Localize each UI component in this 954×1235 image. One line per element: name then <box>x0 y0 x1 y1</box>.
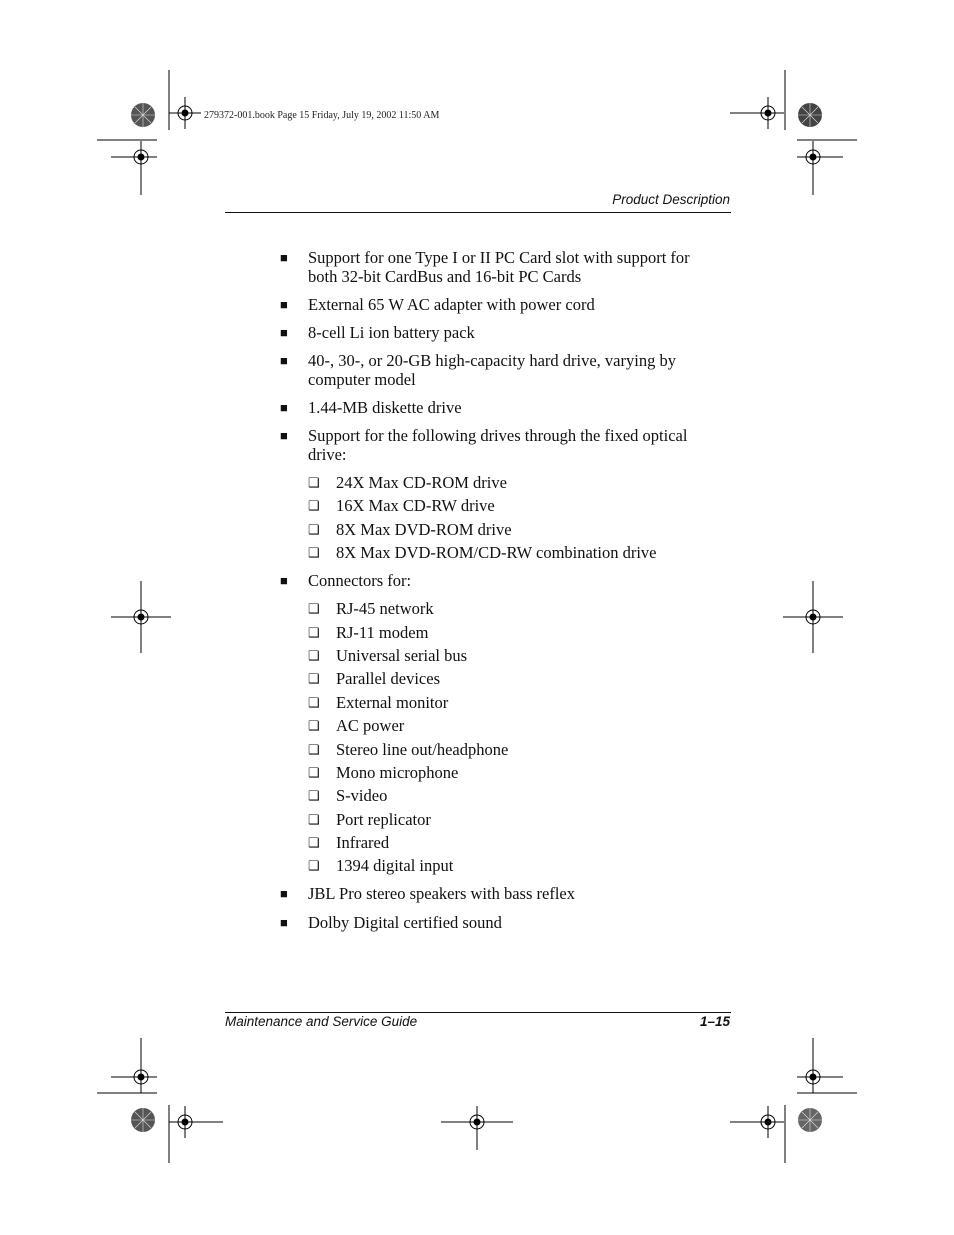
sub-bullet-item <box>308 786 728 805</box>
sub-bullet-text: 1394 digital input <box>336 856 454 875</box>
sub-bullet-text: Universal serial bus <box>336 646 468 665</box>
checkbox-bullet-icon: ❑ <box>308 695 320 710</box>
running-header: Product Description <box>612 192 730 207</box>
bullet-square-icon: ■ <box>280 400 288 415</box>
bullet-text: Support for one Type I or II PC Card slot with support for both 32-bit CardBus and 16-bit PC Cards <box>308 248 690 286</box>
bullet-item <box>280 323 720 342</box>
bullet-text: 40-, 30-, or 20-GB high-capacity hard drive, varying by computer model <box>308 351 676 389</box>
checkbox-bullet-icon: ❑ <box>308 545 320 560</box>
bullet-item <box>280 913 720 932</box>
sub-bullet-item <box>308 810 728 829</box>
bullet-square-icon: ■ <box>280 297 288 312</box>
bullet-text: Support for the following drives through the fixed optical drive: <box>308 426 688 464</box>
checkbox-bullet-icon: ❑ <box>308 835 320 850</box>
bullet-square-icon: ■ <box>280 325 288 340</box>
sub-bullet-item <box>308 669 728 688</box>
checkbox-bullet-icon: ❑ <box>308 648 320 663</box>
sub-bullet-item <box>308 496 728 515</box>
sub-bullet-text: 16X Max CD-RW drive <box>336 496 495 515</box>
sub-bullet-item <box>308 740 728 759</box>
sub-bullet-text: Mono microphone <box>336 763 459 782</box>
sub-bullet-item <box>308 623 728 642</box>
bullet-item <box>280 884 720 903</box>
checkbox-bullet-icon: ❑ <box>308 788 320 803</box>
sub-bullet-item <box>308 693 728 712</box>
sub-bullet-item <box>308 520 728 539</box>
sub-bullet-text: Stereo line out/headphone <box>336 740 509 759</box>
bullet-item <box>280 248 720 286</box>
bullet-text: Connectors for: <box>308 571 412 590</box>
sub-bullet-item <box>308 599 728 618</box>
bullet-square-icon: ■ <box>280 353 288 368</box>
bullet-item <box>280 295 720 314</box>
bullet-square-icon: ■ <box>280 915 288 930</box>
bullet-item <box>280 426 720 464</box>
sub-bullet-item <box>308 543 728 562</box>
bullet-text: JBL Pro stereo speakers with bass reflex <box>308 884 575 903</box>
sub-bullet-item <box>308 833 728 852</box>
sub-bullet-text: RJ-45 network <box>336 599 434 618</box>
bullet-item <box>280 351 720 389</box>
sub-bullet-text: 8X Max DVD-ROM drive <box>336 520 512 539</box>
checkbox-bullet-icon: ❑ <box>308 601 320 616</box>
checkbox-bullet-icon: ❑ <box>308 498 320 513</box>
bullet-item <box>280 571 720 590</box>
bullet-text: Dolby Digital certified sound <box>308 913 502 932</box>
sub-bullet-text: 24X Max CD-ROM drive <box>336 473 507 492</box>
checkbox-bullet-icon: ❑ <box>308 625 320 640</box>
checkbox-bullet-icon: ❑ <box>308 475 320 490</box>
footer-rule <box>225 1012 731 1013</box>
bullet-square-icon: ■ <box>280 573 288 588</box>
sub-bullet-text: Port replicator <box>336 810 431 829</box>
footer-title: Maintenance and Service Guide <box>225 1014 418 1029</box>
page-number: 1–15 <box>699 1014 730 1029</box>
sub-bullet-text: External monitor <box>336 693 449 712</box>
sub-bullet-text: RJ-11 modem <box>336 623 429 642</box>
sub-bullet-item <box>308 646 728 665</box>
bullet-item <box>280 398 720 417</box>
bullet-text: External 65 W AC adapter with power cord <box>308 295 595 314</box>
bullet-text: 8-cell Li ion battery pack <box>308 323 475 342</box>
sub-bullet-text: 8X Max DVD-ROM/CD-RW combination drive <box>336 543 657 562</box>
sub-bullet-item <box>308 473 728 492</box>
checkbox-bullet-icon: ❑ <box>308 718 320 733</box>
bullet-square-icon: ■ <box>280 886 288 901</box>
checkbox-bullet-icon: ❑ <box>308 858 320 873</box>
print-slug: 279372-001.book Page 15 Friday, July 19, 2002 11:50 AM <box>204 110 440 121</box>
checkbox-bullet-icon: ❑ <box>308 522 320 537</box>
sub-bullet-item <box>308 716 728 735</box>
sub-bullet-item <box>308 856 728 875</box>
sub-bullet-item <box>308 763 728 782</box>
bullet-text: 1.44-MB diskette drive <box>308 398 462 417</box>
checkbox-bullet-icon: ❑ <box>308 742 320 757</box>
sub-bullet-text: AC power <box>336 716 405 735</box>
sub-bullet-text: Infrared <box>336 833 390 852</box>
sub-bullet-text: S-video <box>336 786 388 805</box>
checkbox-bullet-icon: ❑ <box>308 765 320 780</box>
checkbox-bullet-icon: ❑ <box>308 671 320 686</box>
sub-bullet-text: Parallel devices <box>336 669 440 688</box>
checkbox-bullet-icon: ❑ <box>308 812 320 827</box>
header-rule <box>225 212 731 213</box>
bullet-square-icon: ■ <box>280 250 288 265</box>
bullet-square-icon: ■ <box>280 428 288 443</box>
